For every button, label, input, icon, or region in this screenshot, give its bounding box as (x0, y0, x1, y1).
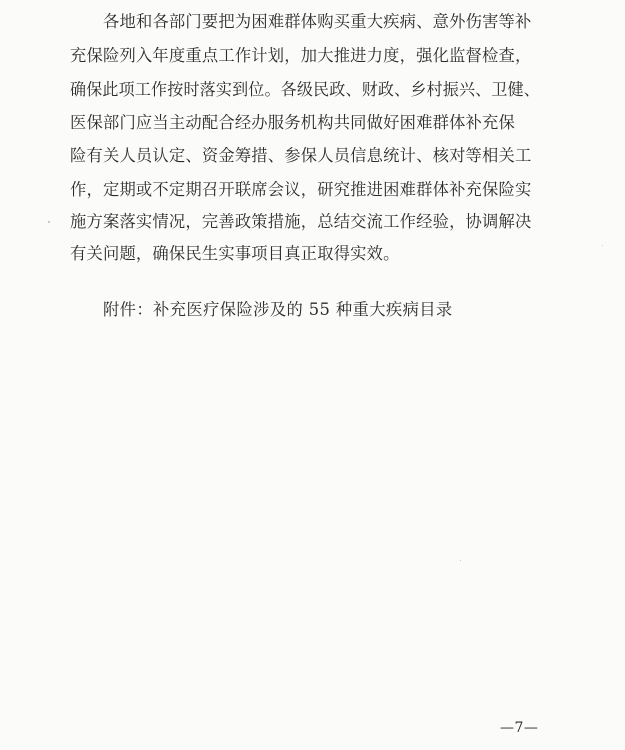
paragraph-line-1: 各地和各部门要把为困难群体购买重大疾病、意外伤害等补 (103, 12, 532, 31)
paragraph-line-3: 确保此项工作按时落实到位。各级民政、财政、乡村振兴、卫健、 (70, 80, 540, 99)
scan-speck (460, 560, 461, 561)
page-number: —7— (500, 720, 539, 736)
scan-speck (602, 245, 603, 246)
paragraph-line-8: 有关问题，确保民生实事项目真正取得实效。 (70, 244, 400, 263)
paragraph-line-6: 作，定期或不定期召开联席会议，研究推进困难群体补充保险实 (70, 180, 532, 199)
paragraph-line-4: 医保部门应当主动配合经办服务机构共同做好困难群体补充保 (70, 113, 515, 132)
attachment-line: 附件：补充医疗保险涉及的 55 种重大疾病目录 (103, 300, 453, 319)
scan-speck (48, 221, 50, 223)
paragraph-line-2: 充保险列入年度重点工作计划，加大推进力度，强化监督检查， (70, 46, 532, 65)
paragraph-line-7: 施方案落实情况，完善政策措施，总结交流工作经验，协调解决 (70, 212, 532, 231)
paragraph-line-5: 险有关人员认定、资金筹措、参保人员信息统计、核对等相关工 (70, 146, 532, 165)
